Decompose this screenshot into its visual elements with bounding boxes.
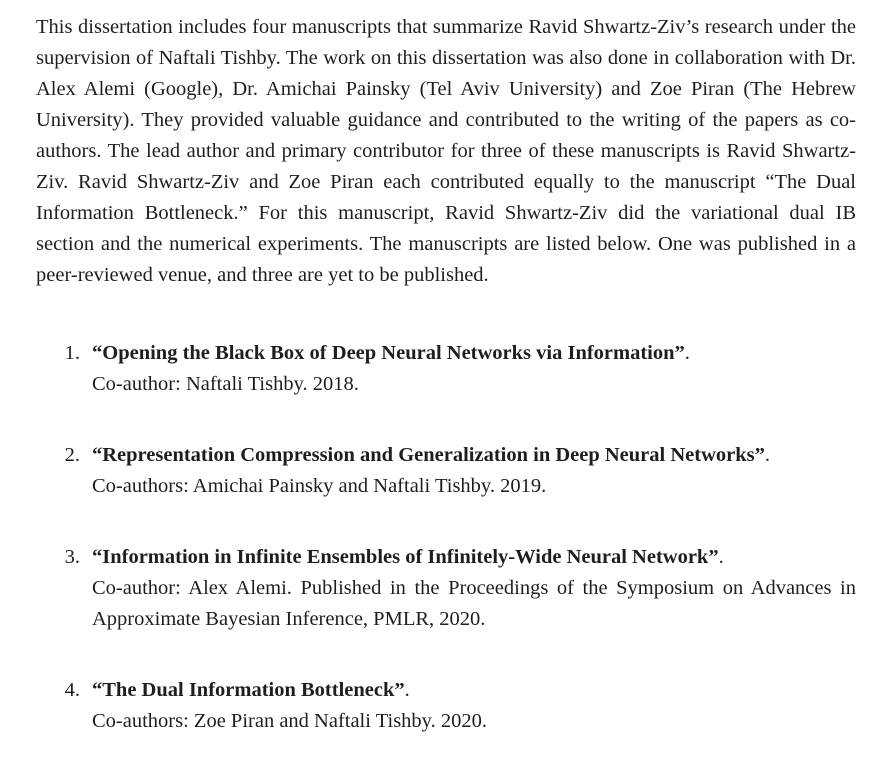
manuscript-title-period: . <box>718 546 724 568</box>
manuscript-list <box>36 338 856 737</box>
manuscript-details: Co-authors: Amichai Painsky and Naftali Tishby. 2019. <box>92 475 547 497</box>
manuscript-title: “Representation Compression and Generalization in Deep Neural Networks” <box>92 444 765 466</box>
manuscript-title-line <box>92 675 856 706</box>
manuscript-title: “Information in Infinite Ensembles of Infinitely-Wide Neural Network” <box>92 546 719 568</box>
manuscript-title-period: . <box>404 679 410 701</box>
manuscript-body <box>92 675 856 737</box>
manuscript-number: 3. <box>64 546 80 568</box>
manuscript-number: 2. <box>64 444 80 466</box>
manuscript-item-3 <box>36 542 856 635</box>
manuscript-body <box>92 542 856 635</box>
manuscript-title-period: . <box>764 444 770 466</box>
manuscript-details: Co-author: Naftali Tishby. 2018. <box>92 373 359 395</box>
manuscript-body <box>92 338 856 400</box>
manuscript-title-line <box>92 542 856 573</box>
manuscript-title-period: . <box>684 342 690 364</box>
manuscript-details: Co-authors: Zoe Piran and Naftali Tishby. 2020. <box>92 710 487 732</box>
manuscript-number: 4. <box>64 679 80 701</box>
manuscript-title-line <box>92 338 856 369</box>
manuscript-item-4 <box>36 675 856 737</box>
manuscript-body <box>92 440 856 502</box>
manuscript-title: “Opening the Black Box of Deep Neural Networks via Information” <box>92 342 685 364</box>
manuscript-item-2 <box>36 440 856 502</box>
manuscript-item-1 <box>36 338 856 400</box>
intro-paragraph: This dissertation includes four manuscripts that summarize Ravid Shwartz-Ziv’s research under the supervision of Naftali Tishby. The work on this dissertation was also done in collaboration with Dr. Alex Alemi (Google), Dr. Amichai Painsky (Tel Aviv University) and Zoe Piran (The Hebrew University). They provided valuable guidance and contributed to the writing of the papers as co-authors. The lead author and primary contributor for three of these manuscripts is Ravid Shwartz-Ziv. Ravid Shwartz-Ziv and Zoe Piran each contributed equally to the manuscript “The Dual Information Bottleneck.” For this manuscript, Ravid Shwartz-Ziv did the variational dual IB section and the numerical experiments. The manuscripts are listed below. One was published in a peer-reviewed venue, and three are yet to be published. <box>36 16 856 286</box>
manuscript-title-line <box>92 440 856 471</box>
manuscript-title: “The Dual Information Bottleneck” <box>92 679 405 701</box>
manuscript-details: Co-author: Alex Alemi. Published in the Proceedings of the Symposium on Advances in Approximate Bayesian Inference, PMLR, 2020. <box>92 577 856 630</box>
manuscript-number: 1. <box>64 342 80 364</box>
